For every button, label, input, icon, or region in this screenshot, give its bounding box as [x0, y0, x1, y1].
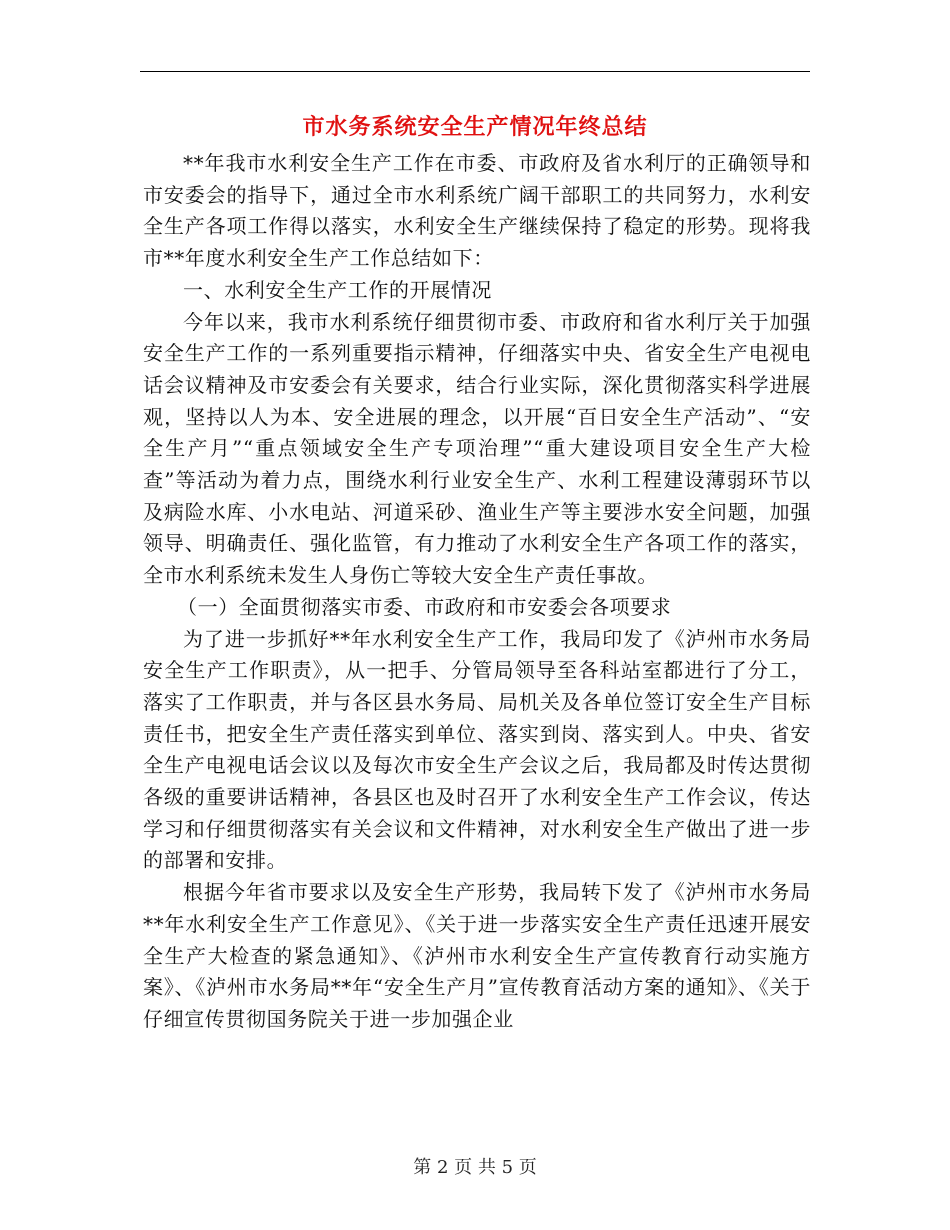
paragraph-responsibilities: 为了进一步抓好**年水利安全生产工作，我局印发了《泸州市水务局安全生产工作职责》，从一把手、分管局领导至各科站室都进行了分工，落实了工作职责，并与各区县水务局、局机关及各单位签订安全生产目标责任书，把安全生产责任落实到单位、落实到岗、落实到人。中央、省安全生产电视电话会议以及每次市安全生产会议之后，我局都及时传达贯彻各级的重要讲话精神，各县区也及时召开了水利安全生产工作会议，传达学习和仔细贯彻落实有关会议和文件精神，对水利安全生产做出了进一步的部署和安排。: [143, 626, 811, 873]
header-rule: [140, 71, 810, 72]
document-body: [143, 148, 811, 1036]
paragraph-intro: **年我市水利安全生产工作在市委、市政府及省水利厅的正确领导和市安委会的指导下，通过全市水利系统广阔干部职工的共同努力，水利安全生产各项工作得以落实，水利安全生产继续保持了稳定的形势。现将我市**年度水利安全生产工作总结如下：: [143, 151, 811, 271]
paragraph-overview: 今年以来，我市水利系统仔细贯彻市委、市政府和省水利厅关于加强安全生产工作的一系列重要指示精神，仔细落实中央、省安全生产电视电话会议精神及市安委会有关要求，结合行业实际，深化贯彻落实科学进展观，坚持以人为本、安全进展的理念，以开展“百日安全生产活动”、“安全生产月”“重点领域安全生产专项治理”“重大建设项目安全生产大检查”等活动为着力点，围绕水利行业安全生产、水利工程建设薄弱环节以及病险水库、小水电站、河道采砂、渔业生产等主要涉水安全问题，加强领导、明确责任、强化监管，有力推动了水利安全生产各项工作的落实，全市水利系统未发生人身伤亡等较大安全生产责任事故。: [143, 309, 811, 588]
subsection-heading: （一）全面贯彻落实市委、市政府和市安委会各项要求: [177, 594, 672, 619]
paragraph-documents: 根据今年省市要求以及安全生产形势，我局转下发了《泸州市水务局**年水利安全生产工作意见》、《关于进一步落实安全生产责任迅速开展安全生产大检查的紧急通知》、《泸州市水利安全生产宣传教育行动实施方案》、《泸州市水务局**年“安全生产月”宣传教育活动方案的通知》、《关于仔细宣传贯彻国务院关于进一步加强企业: [143, 880, 811, 1031]
section-heading: 一、水利安全生产工作的开展情况: [183, 277, 492, 302]
document-title: 市水务系统安全生产情况年终总结: [302, 115, 648, 140]
page-number-footer: 第 2 页 共 5 页: [413, 1157, 537, 1178]
